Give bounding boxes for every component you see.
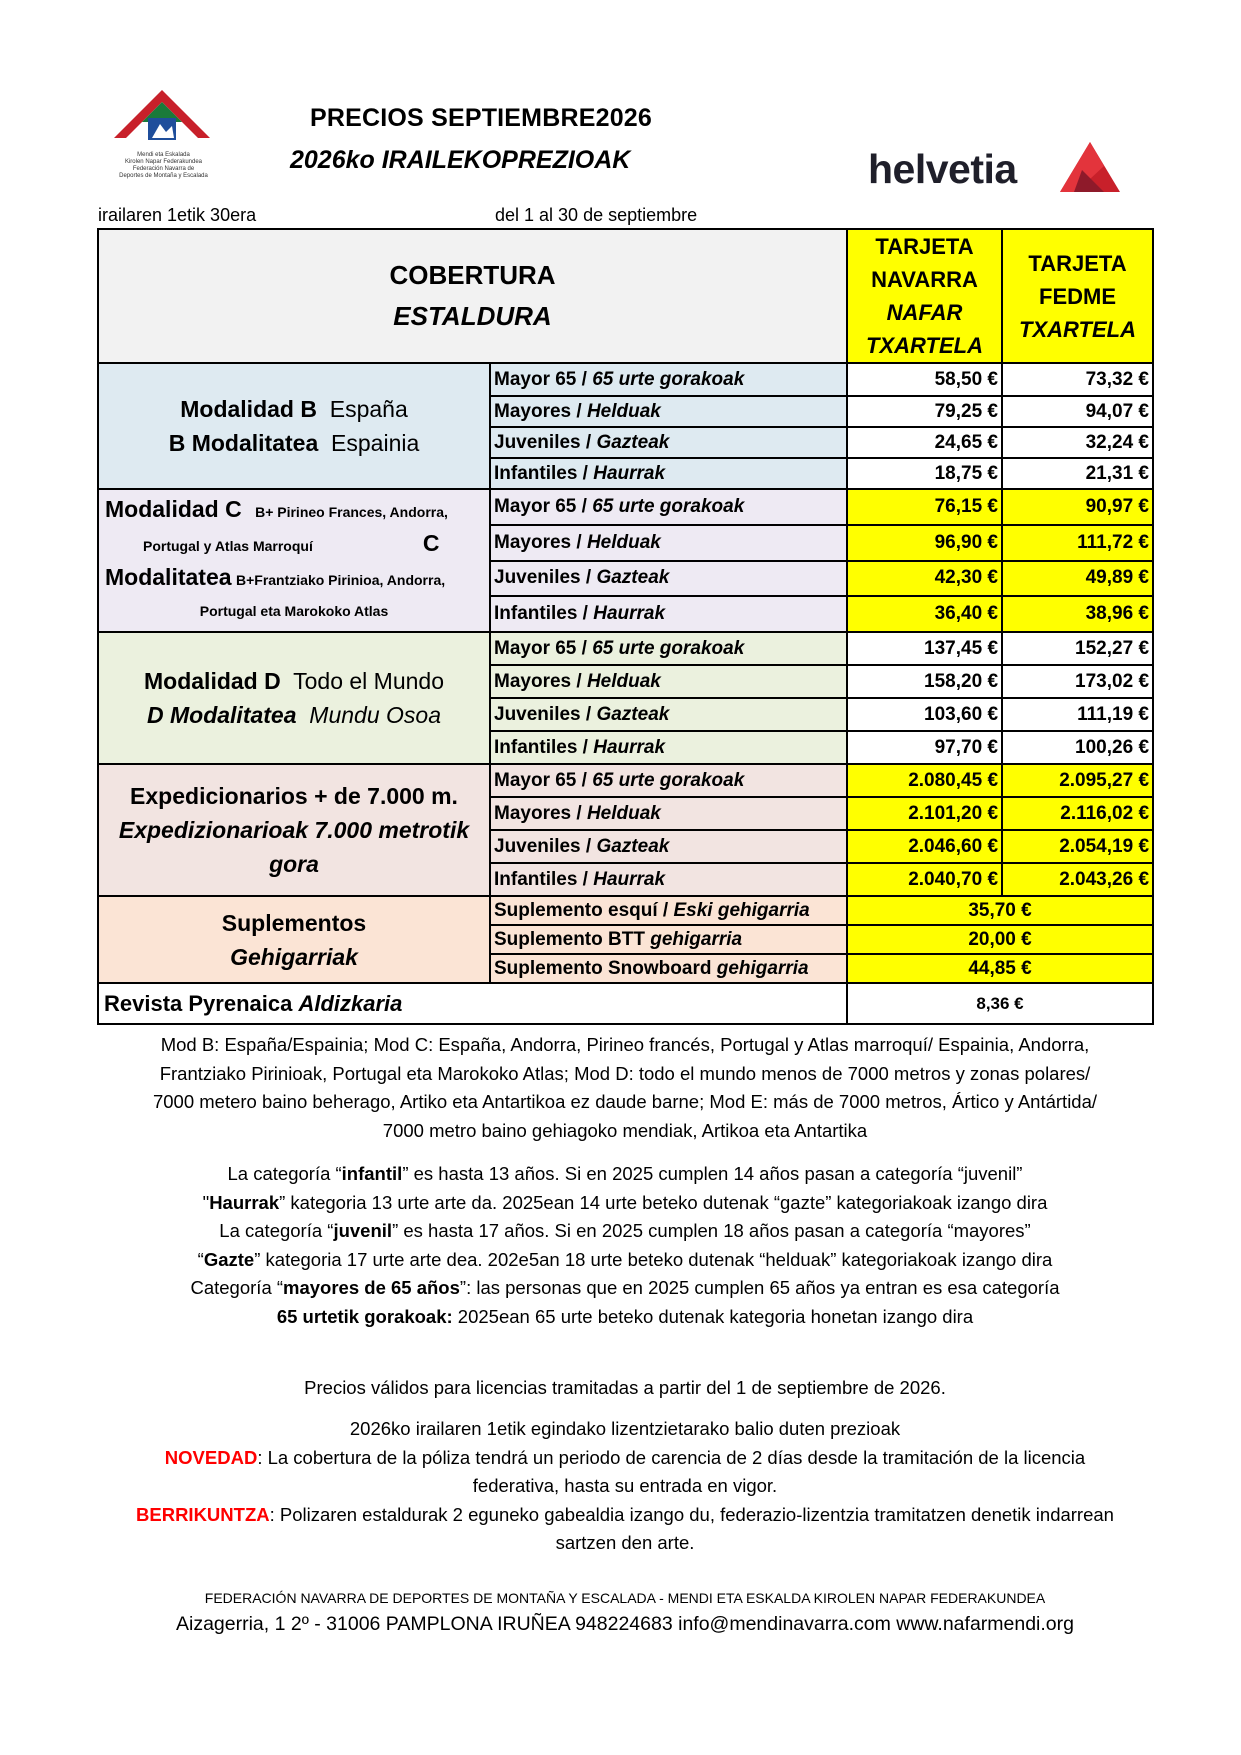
coverage-header [98, 229, 847, 363]
price-navarra: 158,20 € [847, 665, 1002, 698]
category-cell: Mayor 65 / 65 urte gorakoak [490, 764, 847, 797]
price-fedme: 2.043,26 € [1002, 863, 1153, 896]
header-line: TXARTELA [866, 333, 983, 358]
price-navarra: 36,40 € [847, 596, 1002, 632]
price-navarra: 79,25 € [847, 396, 1002, 427]
period-es: del 1 al 30 de septiembre [495, 205, 698, 225]
price-fedme: 2.095,27 € [1002, 764, 1153, 797]
note-line: Frantziako Pirinioak, Portugal eta Marokoko Atlas; Mod D: todo el mundo menos de 7000 metros y zonas polares/ [159, 1062, 1091, 1084]
supplement-price: 35,70 € [847, 896, 1153, 925]
category-notes [100, 1160, 1150, 1331]
group-place-eu: Mundu Osoa [309, 702, 441, 728]
supplement-price: 44,85 € [847, 954, 1153, 983]
category-cell: Juveniles / Gazteak [490, 698, 847, 731]
category-cell: Mayor 65 / 65 urte gorakoak [490, 632, 847, 665]
group-place-es: Todo el Mundo [293, 668, 444, 694]
mountain-logo-icon [112, 88, 212, 150]
note-line: federativa, hasta su entrada en vigor. [472, 1475, 778, 1496]
group-name-es: Modalidad D [144, 668, 281, 694]
note-line: "Haurrak” kategoria 13 urte arte da. 2025ean 14 urte beteko dutenak “gazte” kategoriakoak izango dira [202, 1191, 1048, 1213]
note-line: NOVEDAD: La cobertura de la póliza tendrá un periodo de carencia de 2 días desde la tramitación de la licencia [164, 1446, 1086, 1468]
price-fedme: 100,26 € [1002, 731, 1153, 764]
footer-address: Aizagerria, 1 2º - 31006 PAMPLONA IRUÑEA 948224683 info@mendinavarra.com www.nafarmendi.org [175, 1613, 1074, 1635]
price-navarra: 24,65 € [847, 427, 1002, 458]
group-mod-c [98, 489, 490, 632]
price-fedme: 94,07 € [1002, 396, 1153, 427]
group-mod-d [98, 632, 490, 764]
header-line: TARJETA [1028, 250, 1127, 276]
group-supplements [98, 896, 490, 983]
price-navarra: 97,70 € [847, 731, 1002, 764]
price-fedme: 49,89 € [1002, 561, 1153, 597]
period-eu: irailaren 1etik 30era [98, 205, 257, 225]
group-name-es: Modalidad C [105, 496, 242, 522]
supplement-cell: Suplemento BTT gehigarria [490, 925, 847, 954]
note-line: BERRIKUNTZA: Polizaren estaldurak 2 eguneko gabealdia izango du, federazio-lizentzia tramitatzen denetik indarrean [136, 1503, 1114, 1525]
table-row [98, 764, 1153, 797]
note-line: “Gazte” kategoria 17 urte arte dea. 202e5an 18 urte beteko dutenak “helduak” kategoriakoak izango dira [197, 1248, 1053, 1270]
price-navarra: 96,90 € [847, 525, 1002, 561]
group-place-es: España [329, 396, 408, 422]
title-es: PRECIOS SEPTIEMBRE2026 [310, 104, 653, 132]
group-name-eu: B Modalitatea [168, 430, 319, 456]
price-navarra: 137,45 € [847, 632, 1002, 665]
price-navarra: 18,75 € [847, 458, 1002, 489]
header-line: NAFAR [886, 300, 963, 325]
price-fedme: 173,02 € [1002, 665, 1153, 698]
category-cell: Mayor 65 / 65 urte gorakoak [490, 489, 847, 525]
note-line: La categoría “juvenil” es hasta 17 años. Si en 2025 cumplen 18 años pasan a categoría “mayores” [219, 1220, 1031, 1241]
group-name-eu: D Modalitatea [146, 702, 297, 728]
title-eu: 2026ko IRAILEKOPREZIOAK [290, 146, 631, 174]
group-desc-es: Portugal y Atlas Marroquí [143, 538, 313, 554]
supplements-title-es: Suplementos [221, 909, 367, 936]
group-place-eu: Espainia [331, 430, 420, 456]
helvetia-triangle-icon [1060, 140, 1122, 196]
note-line: Categoría “mayores de 65 años”: las personas que en 2025 cumplen 65 años ya entran es esa categoría [190, 1277, 1060, 1298]
validity-note-es: Precios válidos para licencias tramitadas a partir del 1 de septiembre de 2026. [304, 1377, 946, 1398]
price-fedme: 111,19 € [1002, 698, 1153, 731]
helvetia-logo [868, 140, 1138, 200]
group-desc-eu: B+Frantziako Pirinioa, Andorra, [235, 572, 446, 588]
price-fedme: 32,24 € [1002, 427, 1153, 458]
logo-text-line: Federación Navarra de [132, 166, 195, 172]
price-fedme: 38,96 € [1002, 596, 1153, 632]
supplement-cell: Suplemento Snowboard gehigarria [490, 954, 847, 983]
coverage-label-es: COBERTURA [389, 260, 556, 290]
magazine-cell: Revista Pyrenaica Aldizkaria [98, 983, 847, 1024]
footer-organization: FEDERACIÓN NAVARRA DE DEPORTES DE MONTAÑA Y ESCALADA - MENDI ETA ESKALDA KIROLEN NAPAR FEDERAKUNDEA [204, 1590, 1046, 1606]
price-fedme: 90,97 € [1002, 489, 1153, 525]
category-cell: Infantiles / Haurrak [490, 458, 847, 489]
note-line: 7000 metero baino beherago, Artiko eta Antartikoa ez daude barne; Mod E: más de 7000 metros, Ártico y Antártida/ [152, 1091, 1098, 1112]
category-cell: Infantiles / Haurrak [490, 731, 847, 764]
logo-text-line: Mendi eta Eskalada [137, 152, 190, 158]
price-table [97, 228, 1154, 1025]
price-fedme: 2.054,19 € [1002, 830, 1153, 863]
category-cell: Infantiles / Haurrak [490, 863, 847, 896]
note-line: 65 urtetik gorakoak: 2025ean 65 urte beteko dutenak kategoria honetan izango dira [276, 1305, 974, 1327]
brand-name: helvetia [868, 146, 1017, 192]
federation-logo [100, 88, 225, 183]
table-row [98, 363, 1153, 396]
category-cell: Juveniles / Gazteak [490, 561, 847, 597]
group-name-eu: Expedizionarioak 7.000 metrotik [118, 817, 470, 843]
card-fedme-header [1002, 229, 1153, 363]
category-cell: Mayores / Helduak [490, 525, 847, 561]
group-desc-es: B+ Pirineo Frances, Andorra, [255, 504, 448, 520]
note-line: 7000 metro baino gehiagoko mendiak, Artikoa eta Antartika [382, 1119, 868, 1141]
group-desc-eu: Portugal eta Marokoko Atlas [199, 603, 389, 619]
header-line: TXARTELA [1019, 316, 1136, 342]
category-cell: Mayores / Helduak [490, 665, 847, 698]
note-line: La categoría “infantil” es hasta 13 años. Si en 2025 cumplen 14 años pasan a categoría “juvenil” [227, 1163, 1023, 1184]
category-cell: Infantiles / Haurrak [490, 596, 847, 632]
price-fedme: 73,32 € [1002, 363, 1153, 396]
category-cell: Juveniles / Gazteak [490, 427, 847, 458]
group-name-es: Expedicionarios + de 7.000 m. [130, 783, 458, 809]
category-cell: Mayores / Helduak [490, 797, 847, 830]
group-name-eu: gora [269, 851, 319, 877]
table-row [98, 983, 1153, 1024]
magazine-price: 8,36 € [847, 983, 1153, 1024]
price-fedme: 2.116,02 € [1002, 797, 1153, 830]
logo-text-line: Kirolen Napar Federakundea [124, 159, 203, 165]
group-name-es: Modalidad B [180, 396, 317, 422]
price-navarra: 42,30 € [847, 561, 1002, 597]
price-navarra: 2.101,20 € [847, 797, 1002, 830]
price-navarra: 58,50 € [847, 363, 1002, 396]
table-row [98, 489, 1153, 525]
price-fedme: 21,31 € [1002, 458, 1153, 489]
price-navarra: 2.040,70 € [847, 863, 1002, 896]
price-navarra: 103,60 € [847, 698, 1002, 731]
supplements-title-eu: Gehigarriak [230, 943, 358, 970]
supplement-cell: Suplemento esquí / Eski gehigarria [490, 896, 847, 925]
logo-text-line: Deportes de Montaña y Escalada [119, 173, 208, 179]
category-cell: Juveniles / Gazteak [490, 830, 847, 863]
validity-notes [100, 1415, 1150, 1558]
price-navarra: 76,15 € [847, 489, 1002, 525]
supplement-price: 20,00 € [847, 925, 1153, 954]
table-row [98, 896, 1153, 925]
coverage-notes [100, 1031, 1150, 1145]
group-name-eu: Modalitatea [105, 564, 232, 590]
card-navarra-header [847, 229, 1002, 363]
coverage-label-eu: ESTALDURA [393, 301, 552, 331]
category-cell: Mayor 65 / 65 urte gorakoak [490, 363, 847, 396]
price-navarra: 2.046,60 € [847, 830, 1002, 863]
group-name-eu: C [422, 530, 440, 556]
price-fedme: 152,27 € [1002, 632, 1153, 665]
group-expeditions [98, 764, 490, 896]
price-fedme: 111,72 € [1002, 525, 1153, 561]
table-header-row [98, 229, 1153, 363]
header-line: TARJETA [875, 234, 974, 259]
note-line: sartzen den arte. [555, 1532, 695, 1553]
group-mod-b [98, 363, 490, 489]
header-line: FEDME [1039, 283, 1117, 309]
table-row [98, 632, 1153, 665]
note-line: 2026ko irailaren 1etik egindako lizentzietarako balio duten prezioak [349, 1418, 901, 1439]
note-line: Mod B: España/Espainia; Mod C: España, Andorra, Pirineo francés, Portugal y Atlas marroquí/ Espainia, Andorra, [160, 1034, 1090, 1055]
category-cell: Mayores / Helduak [490, 396, 847, 427]
price-navarra: 2.080,45 € [847, 764, 1002, 797]
header-line: NAVARRA [871, 267, 978, 292]
